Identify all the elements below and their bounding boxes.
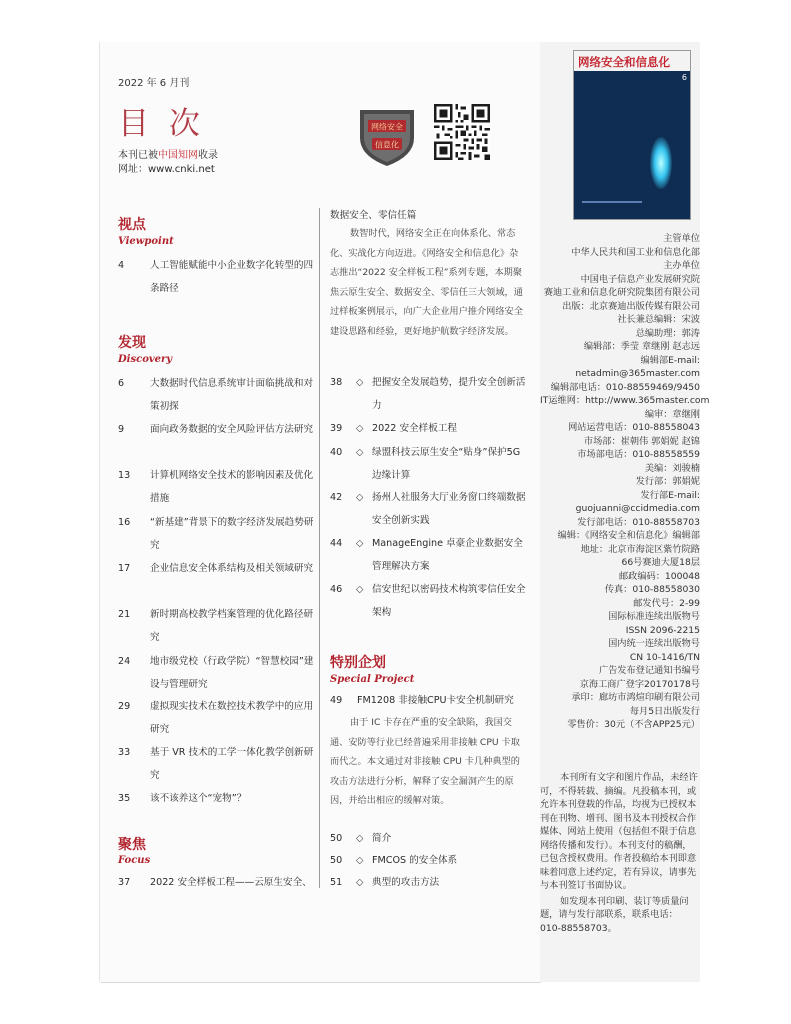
notice-contact: 如发现本刊印刷、装订等质量问题，请与发行部联系，联系电话：010-88558703。: [540, 895, 689, 934]
toc-entry[interactable]: FMCOS 的安全体系: [372, 855, 458, 866]
section-subtitle-focus: Focus: [118, 855, 151, 866]
qr-code-icon: [434, 104, 490, 160]
section-title-viewpoint: 视点: [118, 217, 146, 233]
toc-entry[interactable]: “新基建”背景下的数字经济发展趋势研究: [150, 517, 314, 551]
toc-entry[interactable]: 典型的攻击方法: [372, 877, 440, 888]
colophon-line: 社长兼总编辑：宋波: [617, 314, 700, 325]
colophon-line: 中国电子信息产业发展研究院: [580, 273, 700, 285]
toc-entry[interactable]: 2022 安全样板工程——云原生安全、: [150, 877, 312, 888]
toc-page-number: 17: [118, 563, 131, 574]
colophon-line: 赛迪工业和信息化研究院集团有限公司: [543, 287, 700, 298]
toc-page-number: 6: [118, 378, 125, 389]
section-title-special: 特别企划: [330, 655, 386, 671]
toc-entry[interactable]: 地市级党校（行政学院）“智慧校园”建设与管理研究: [150, 656, 314, 690]
toc-page-number: 16: [118, 517, 131, 528]
section-title-focus: 聚焦: [118, 837, 146, 853]
toc-entry[interactable]: 人工智能赋能中小企业数字化转型的四条路径: [150, 260, 314, 294]
colophon-line: 中华人民共和国工业和信息化部: [571, 246, 700, 258]
toc-page-number: 50: [330, 833, 343, 844]
toc-entry[interactable]: 该不该养这个“宠物”？: [150, 793, 247, 804]
toc-page-number: 44: [330, 538, 343, 549]
toc-entry[interactable]: 计算机网络安全技术的影响因素及优化措施: [150, 470, 314, 504]
colophon-line: CN 10-1416/TN: [629, 651, 700, 663]
toc-page-number: 50: [330, 855, 343, 866]
diamond-bullet-icon: ◇: [356, 584, 364, 595]
toc-page-number: 29: [118, 701, 131, 712]
colophon-line: 编辑部E-mail:: [640, 354, 700, 366]
colophon-line: 邮政编码：100048: [618, 570, 700, 582]
toc-page-number: 13: [118, 470, 131, 481]
toc-entry[interactable]: 把握安全发展趋势，提升安全创新活力: [372, 377, 526, 411]
colophon-line: 编辑：《网络安全和信息化》编辑部: [557, 530, 700, 541]
toc-page-number: 21: [118, 609, 131, 620]
cnki-name: 中国知网: [158, 150, 198, 161]
colophon-line: IT运维网：http://www.365master.com: [540, 395, 710, 406]
colophon-line: 京海工商广登字20170178号: [579, 678, 700, 690]
colophon-line: 传真：010-88558030: [604, 584, 700, 595]
cover-caption-line: [582, 201, 642, 203]
colophon-line: 地址：北京市海淀区紫竹院路: [580, 543, 700, 555]
section-title-discovery: 发现: [118, 335, 146, 351]
magazine-cover: [573, 50, 691, 220]
toc-page-number: 42: [330, 492, 343, 503]
colophon: [540, 232, 710, 732]
colophon-line: 国际标准连续出版物号: [608, 611, 700, 622]
colophon-line: 市场部：崔朝伟 郭娟妮 赵锦: [583, 435, 700, 447]
colophon-line: 主管单位: [663, 233, 700, 244]
colophon-line: 美编：刘骏楠: [644, 462, 700, 474]
cover-title: 网络安全和信息化: [578, 55, 670, 69]
section-subtitle-special: Special Project: [330, 674, 415, 685]
shield-logo: [356, 104, 418, 168]
toc-page-number: 35: [118, 793, 131, 804]
focus-title-continuation: 数据安全、零信任篇: [330, 210, 417, 221]
colophon-line: 发行部E-mail:: [640, 489, 700, 501]
diamond-bullet-icon: ◇: [356, 423, 364, 434]
toc-entry[interactable]: 2022 安全样板工程: [372, 423, 458, 434]
toc-page-number: 37: [118, 877, 131, 888]
toc-page-number: 51: [330, 877, 343, 888]
colophon-line: netadmin@365master.com: [575, 368, 700, 379]
toc-page-number: 24: [118, 656, 131, 667]
toc-entry[interactable]: 新时期高校教学档案管理的优化路径研究: [150, 609, 314, 643]
toc-entry[interactable]: FM1208 非接触CPU卡安全机制研究: [357, 695, 514, 706]
toc-entry[interactable]: ManageEngine 卓豪企业数据安全管理解决方案: [372, 538, 523, 572]
cover-shield-glow: [650, 137, 672, 189]
colophon-line: 发行部：郭娟妮: [635, 476, 700, 487]
toc-entry[interactable]: 面向政务数据的安全风险评估方法研究: [150, 424, 314, 435]
colophon-line: 网站运营电话：010-88558043: [568, 422, 700, 433]
colophon-line: 承印：廊坊市鸿煊印刷有限公司: [571, 692, 700, 703]
toc-page-number: 39: [330, 423, 343, 434]
toc-entry[interactable]: 企业信息安全体系结构及相关领域研究: [150, 563, 314, 574]
diamond-bullet-icon: ◇: [356, 855, 364, 866]
colophon-line: 编辑部电话：010-88559469/9450: [550, 381, 700, 393]
toc-page-number: 4: [118, 260, 125, 271]
cnki-prefix: 本刊已被: [118, 150, 158, 161]
badge-line1: 网络安全: [371, 122, 403, 132]
cnki-note: [118, 146, 218, 161]
section-subtitle-discovery: Discovery: [118, 354, 173, 365]
focus-intro: 数智时代，网络安全正在向体系化、常态化、实战化方向迈进。《网络安全和信息化》杂志推出“2022 安全样板工程”系列专题，本期聚焦云原生安全、数据安全、零信任三大领域，通过样板案例展示，向广大企业用户推介网络安全建设思路和经验，更好地护航数字经济发展。: [330, 228, 523, 337]
diamond-bullet-icon: ◇: [356, 877, 364, 888]
toc-page-number: 40: [330, 447, 343, 458]
colophon-line: 邮发代号：2-99: [633, 597, 700, 609]
toc-page-number: 38: [330, 377, 343, 388]
colophon-line: 编辑部：季莹 章继刚 赵志远: [583, 341, 700, 352]
page-title: 目 次: [118, 106, 205, 142]
diamond-bullet-icon: ◇: [356, 833, 364, 844]
colophon-line: 总编助理：郭涛: [635, 327, 700, 339]
website: 网址：www.cnki.net: [118, 164, 215, 175]
notice-paragraph: 本刊所有文字和图片作品，未经许可，不得转载、摘编。凡投稿本刊，或允许本刊登载的作品，均视为已授权本刊在刊物、增刊、图书及本刊授权合作媒体、网站上使用（包括但不限于信息网络传播和发行）。本刊支付的稿酬，已包含授权费用。作者投稿给本刊即意味着同意上述约定，若有异议，请事先与本刊签订书面协议。: [540, 772, 698, 891]
diamond-bullet-icon: ◇: [356, 492, 364, 503]
toc-entry[interactable]: 绿盟科技云原生安全“贴身”保护5G 边缘计算: [372, 447, 521, 481]
colophon-line: 出版：北京赛迪出版传媒有限公司: [562, 300, 700, 312]
colophon-line: 66号赛迪大厦18层: [621, 557, 700, 568]
toc-entry[interactable]: 信安世纪以密码技术构筑零信任安全架构: [372, 584, 526, 618]
toc-page-number: 33: [118, 747, 131, 758]
diamond-bullet-icon: ◇: [356, 447, 364, 458]
toc-page-number: 49: [330, 695, 343, 706]
colophon-line: guojuanni@ccidmedia.com: [575, 503, 700, 514]
toc-entry[interactable]: 虚拟现实技术在数控技术教学中的应用研究: [150, 701, 314, 735]
section-subtitle-viewpoint: Viewpoint: [118, 236, 174, 247]
colophon-line: 广告发布登记通知书编号: [598, 665, 700, 676]
colophon-line: 发行部电话：010-88558703: [577, 516, 700, 528]
colophon-line: 编审：章继刚: [644, 408, 700, 420]
colophon-line: 零售价：30元（不含APP25元）: [567, 719, 700, 730]
colophon-line: 国内统一连续出版物号: [608, 638, 700, 649]
colophon-line: ISSN 2096-2215: [625, 624, 700, 636]
cnki-suffix: 收录: [198, 150, 218, 161]
toc-page-number: 46: [330, 584, 343, 595]
cover-issue-mark: 6: [681, 73, 687, 82]
column-divider: [319, 208, 320, 888]
toc-entry[interactable]: 扬州人社服务大厅业务窗口终端数据安全创新实践: [372, 492, 526, 526]
colophon-line: 每月5日出版发行: [629, 705, 700, 717]
colophon-line: 市场部电话：010-88558559: [577, 449, 700, 460]
special-intro: 由于 IC 卡存在严重的安全缺陷，我国交通、安防等行业已经普遍采用非接触 CPU 卡取而代之。本文通过对非接触 CPU 卡几种典型的攻击方法进行分析，解释了安全漏洞产生的原因，并给出相应的缓解对策。: [330, 717, 520, 806]
colophon-line: 主办单位: [663, 260, 700, 271]
toc-entry[interactable]: 基于 VR 技术的工学一体化教学创新研究: [150, 747, 314, 781]
issue-date: 2022 年 6 月刊: [118, 78, 190, 89]
diamond-bullet-icon: ◇: [356, 377, 364, 388]
copyright-notice: [540, 771, 698, 935]
badge-line2: 信息化: [375, 140, 399, 150]
toc-entry[interactable]: 简介: [372, 833, 392, 844]
diamond-bullet-icon: ◇: [356, 538, 364, 549]
toc-page-number: 9: [118, 424, 125, 435]
toc-entry[interactable]: 大数据时代信息系统审计面临挑战和对策初探: [150, 378, 314, 412]
